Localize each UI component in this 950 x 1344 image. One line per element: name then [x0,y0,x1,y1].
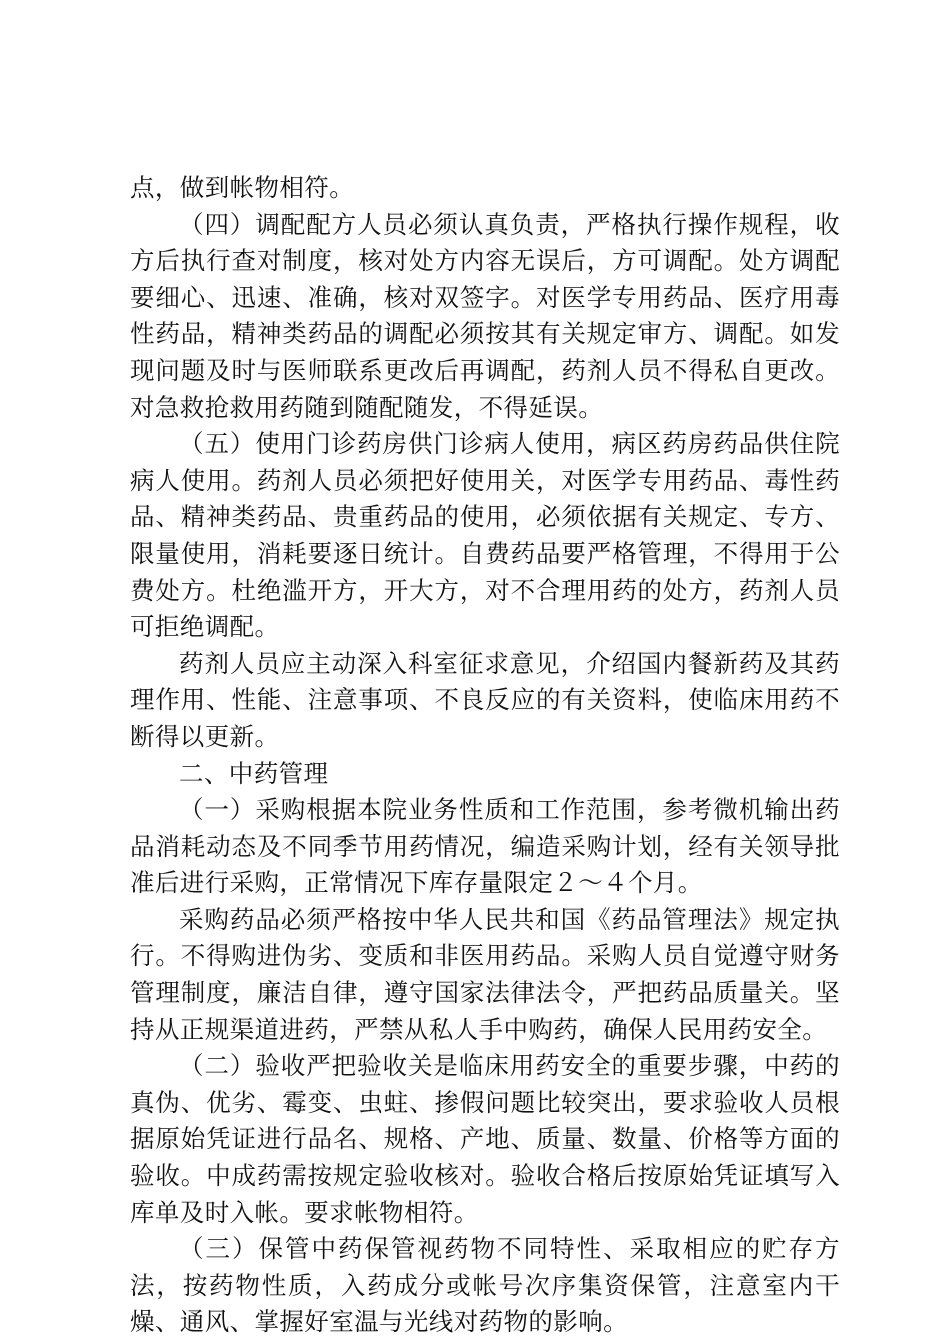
paragraph-dispensing: （四）调配配方人员必须认真负责，严格执行操作规程，收方后执行查对制度，核对处方内容无误后，方可调配。处方调配要细心、迅速、准确，核对双签字。对医学专用药品、医疗用毒性药品，精神类药品的调配必须按其有关规定审方、调配。如发现问题及时与医师联系更改后再调配，药剂人员不得私自更改。对急救抢救用药随到随配随发，不得延误。 [130,209,840,422]
document-body [130,170,840,1341]
section-heading-tcm-management: 二、中药管理 [179,758,329,788]
paragraph-storage: （三）保管中药保管视药物不同特性、采取相应的贮存方法，按药物性质，入药成分或帐号次序集资保管，注意室内干燥、通风、掌握好室温与光线对药物的影响。 [130,1234,840,1337]
paragraph-pharmacist-outreach: 药剂人员应主动深入科室征求意见，介绍国内餐新药及其药理作用、性能、注意事项、不良反应的有关资料，使临床用药不断得以更新。 [130,648,840,751]
paragraph-procurement-rules: 采购药品必须严格按中华人民共和国《药品管理法》规定执行。不得购进伪劣、变质和非医用药品。采购人员自觉遵守财务管理制度，廉洁自律，遵守国家法律法令，严把药品质量关。坚持从正规渠道进药，严禁从私人手中购药，确保人民用药安全。 [130,904,840,1044]
paragraph-procurement: （一）采购根据本院业务性质和工作范围，参考微机输出药品消耗动态及不同季节用药情况，编造采购计划，经有关领导批准后进行采购，正常情况下库存量限定２～４个月。 [130,795,840,898]
paragraph-continuation: 点，做到帐物相符。 [130,173,355,202]
paragraph-usage: （五）使用门诊药房供门诊病人使用，病区药房药品供住院病人使用。药剂人员必须把好使用关，对医学专用药品、毒性药品、精神类药品、贵重药品的使用，必须依据有关规定、专方、限量使用，消耗要逐日统计。自费药品要严格管理，不得用于公费处方。杜绝滥开方，开大方，对不合理用药的处方，药剂人员可拒绝调配。 [130,429,840,642]
paragraph-acceptance: （二）验收严把验收关是临床用药安全的重要步骤，中药的真伪、优劣、霉变、虫蛀、掺假问题比较突出，要求验收人员根据原始凭证进行品名、规格、产地、质量、数量、价格等方面的验收。中成药需按规定验收核对。验收合格后按原始凭证填写入库单及时入帐。要求帐物相符。 [130,1051,840,1227]
